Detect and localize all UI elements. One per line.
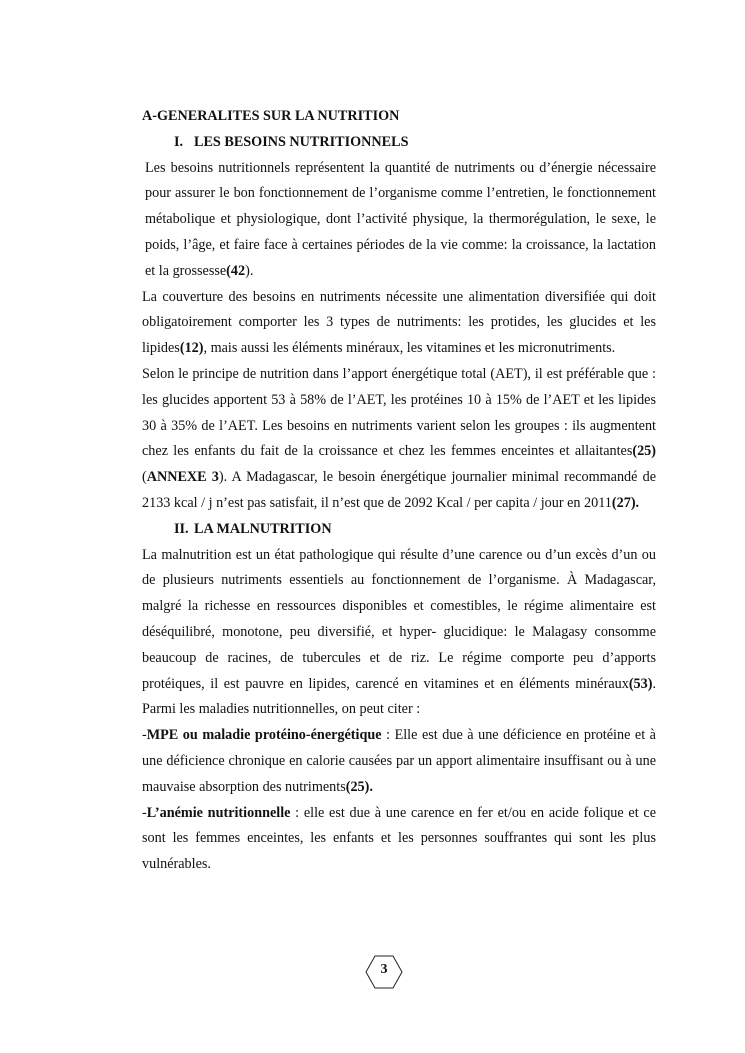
section-2-paragraph-1 bbox=[142, 543, 656, 724]
section-2-number: II. bbox=[174, 520, 189, 537]
section-1-paragraph-2 bbox=[142, 285, 656, 362]
list-dash: - bbox=[142, 804, 147, 821]
page-number: 3 bbox=[380, 962, 388, 977]
section-a-label: A- bbox=[142, 108, 157, 124]
citation-ref: (25). bbox=[345, 778, 373, 795]
citation-ref: (25) bbox=[632, 443, 656, 460]
list-text: : Elle est due à une déficience en protéine et à une déficience chronique en calorie causées par un apport alimentaire insuffisant ou à une mauvaise absorption des nutriments bbox=[142, 727, 656, 795]
section-1-heading bbox=[142, 130, 656, 156]
page-content bbox=[142, 104, 656, 878]
section-a-title: GENERALITES SUR LA NUTRITION bbox=[156, 108, 400, 124]
citation-ref: 42 bbox=[230, 262, 246, 279]
paragraph-text: Selon le principe de nutrition dans l’apport énergétique total (AET), il est préférable que : les glucides apportent 53 à 58% de l’AET, les protéines 10 à 15% de l’AET et les lipides 30 à 35% de l’AET. Les besoins en nutriments varient selon les groupes : ils augmentent chez les enfants du fait de la croissance et chez les femmes enceintes et allaitantes bbox=[142, 365, 656, 460]
paragraph-text-continued: . Parmi les maladies nutritionnelles, on peut citer : bbox=[142, 675, 656, 718]
list-item-anemie bbox=[142, 801, 656, 878]
citation-ref: (12) bbox=[179, 340, 204, 357]
citation-ref: (27). bbox=[611, 494, 640, 511]
paragraph-text: La malnutrition est un état pathologique qui résulte d’une carence ou d’un excès d’un ou de plusieurs nutriments essentiels au fonctionnement de l’organisme. À Madagascar, malgré la richesse en ressources disponibles et comestibles, le régime alimentaire est déséquilibré, monotone, peu diversifié, et hyper- glucidique: le Malagasy consomme beaucoup de racines, de tubercules et de riz. Le régime comporte peu d’apports protéiques, il est pauvre en lipides, carencé en vitamines et en éléments minéraux bbox=[142, 546, 656, 692]
paragraph-text-continued: , mais aussi les éléments minéraux, les vitamines et les micronutriments. bbox=[203, 340, 616, 357]
page-number-badge bbox=[365, 955, 403, 989]
list-term: MPE ou maladie protéino-énergétique bbox=[146, 727, 382, 744]
list-text: : elle est due à une carence en fer et/ou en acide folique et ce sont les femmes enceintes, les enfants et les personnes souffrantes qui sont les plus vulnérables. bbox=[142, 804, 656, 873]
annex-ref: ANNEXE 3 bbox=[146, 469, 219, 486]
list-item-mpe bbox=[142, 723, 656, 800]
section-a-heading bbox=[142, 104, 656, 130]
paragraph-text: Les besoins nutritionnels représentent la quantité de nutriments ou d’énergie nécessaire pour assurer le bon fonctionnement de l’organisme comme l’entretien, le fonctionnement métabolique et physiologique, dont l’activité physique, la thermorégulation, le sexe, le poids, l’âge, et faire face à certaines périodes de la vie comme: la croissance, la lactation et la grossesse bbox=[145, 159, 656, 279]
annex-open: ( bbox=[142, 469, 147, 486]
section-2-heading bbox=[142, 517, 656, 543]
list-dash: - bbox=[142, 727, 147, 744]
section-2-title: LA MALNUTRITION bbox=[194, 520, 332, 537]
paragraph-text: La couverture des besoins en nutriments nécessite une alimentation diversifiée qui doit obligatoirement comporter les 3 types de nutriments: les protides, les glucides et les lipides bbox=[142, 288, 656, 357]
ref-open: ( bbox=[226, 262, 231, 279]
section-1-number: I. bbox=[174, 133, 184, 150]
section-1-paragraph-3 bbox=[142, 362, 656, 517]
section-1-paragraph-1 bbox=[142, 156, 656, 285]
citation-ref: (53) bbox=[628, 675, 653, 692]
list-term: L’anémie nutritionnelle bbox=[146, 804, 291, 821]
ref-close: ). bbox=[245, 262, 254, 279]
paragraph-text-continued: ). A Madagascar, le besoin énergétique journalier minimal recommandé de 2133 kcal / j n’est pas satisfait, il n’est que de 2092 Kcal / per capita / jour en 2011 bbox=[142, 469, 656, 511]
section-1-title: LES BESOINS NUTRITIONNELS bbox=[194, 133, 409, 150]
